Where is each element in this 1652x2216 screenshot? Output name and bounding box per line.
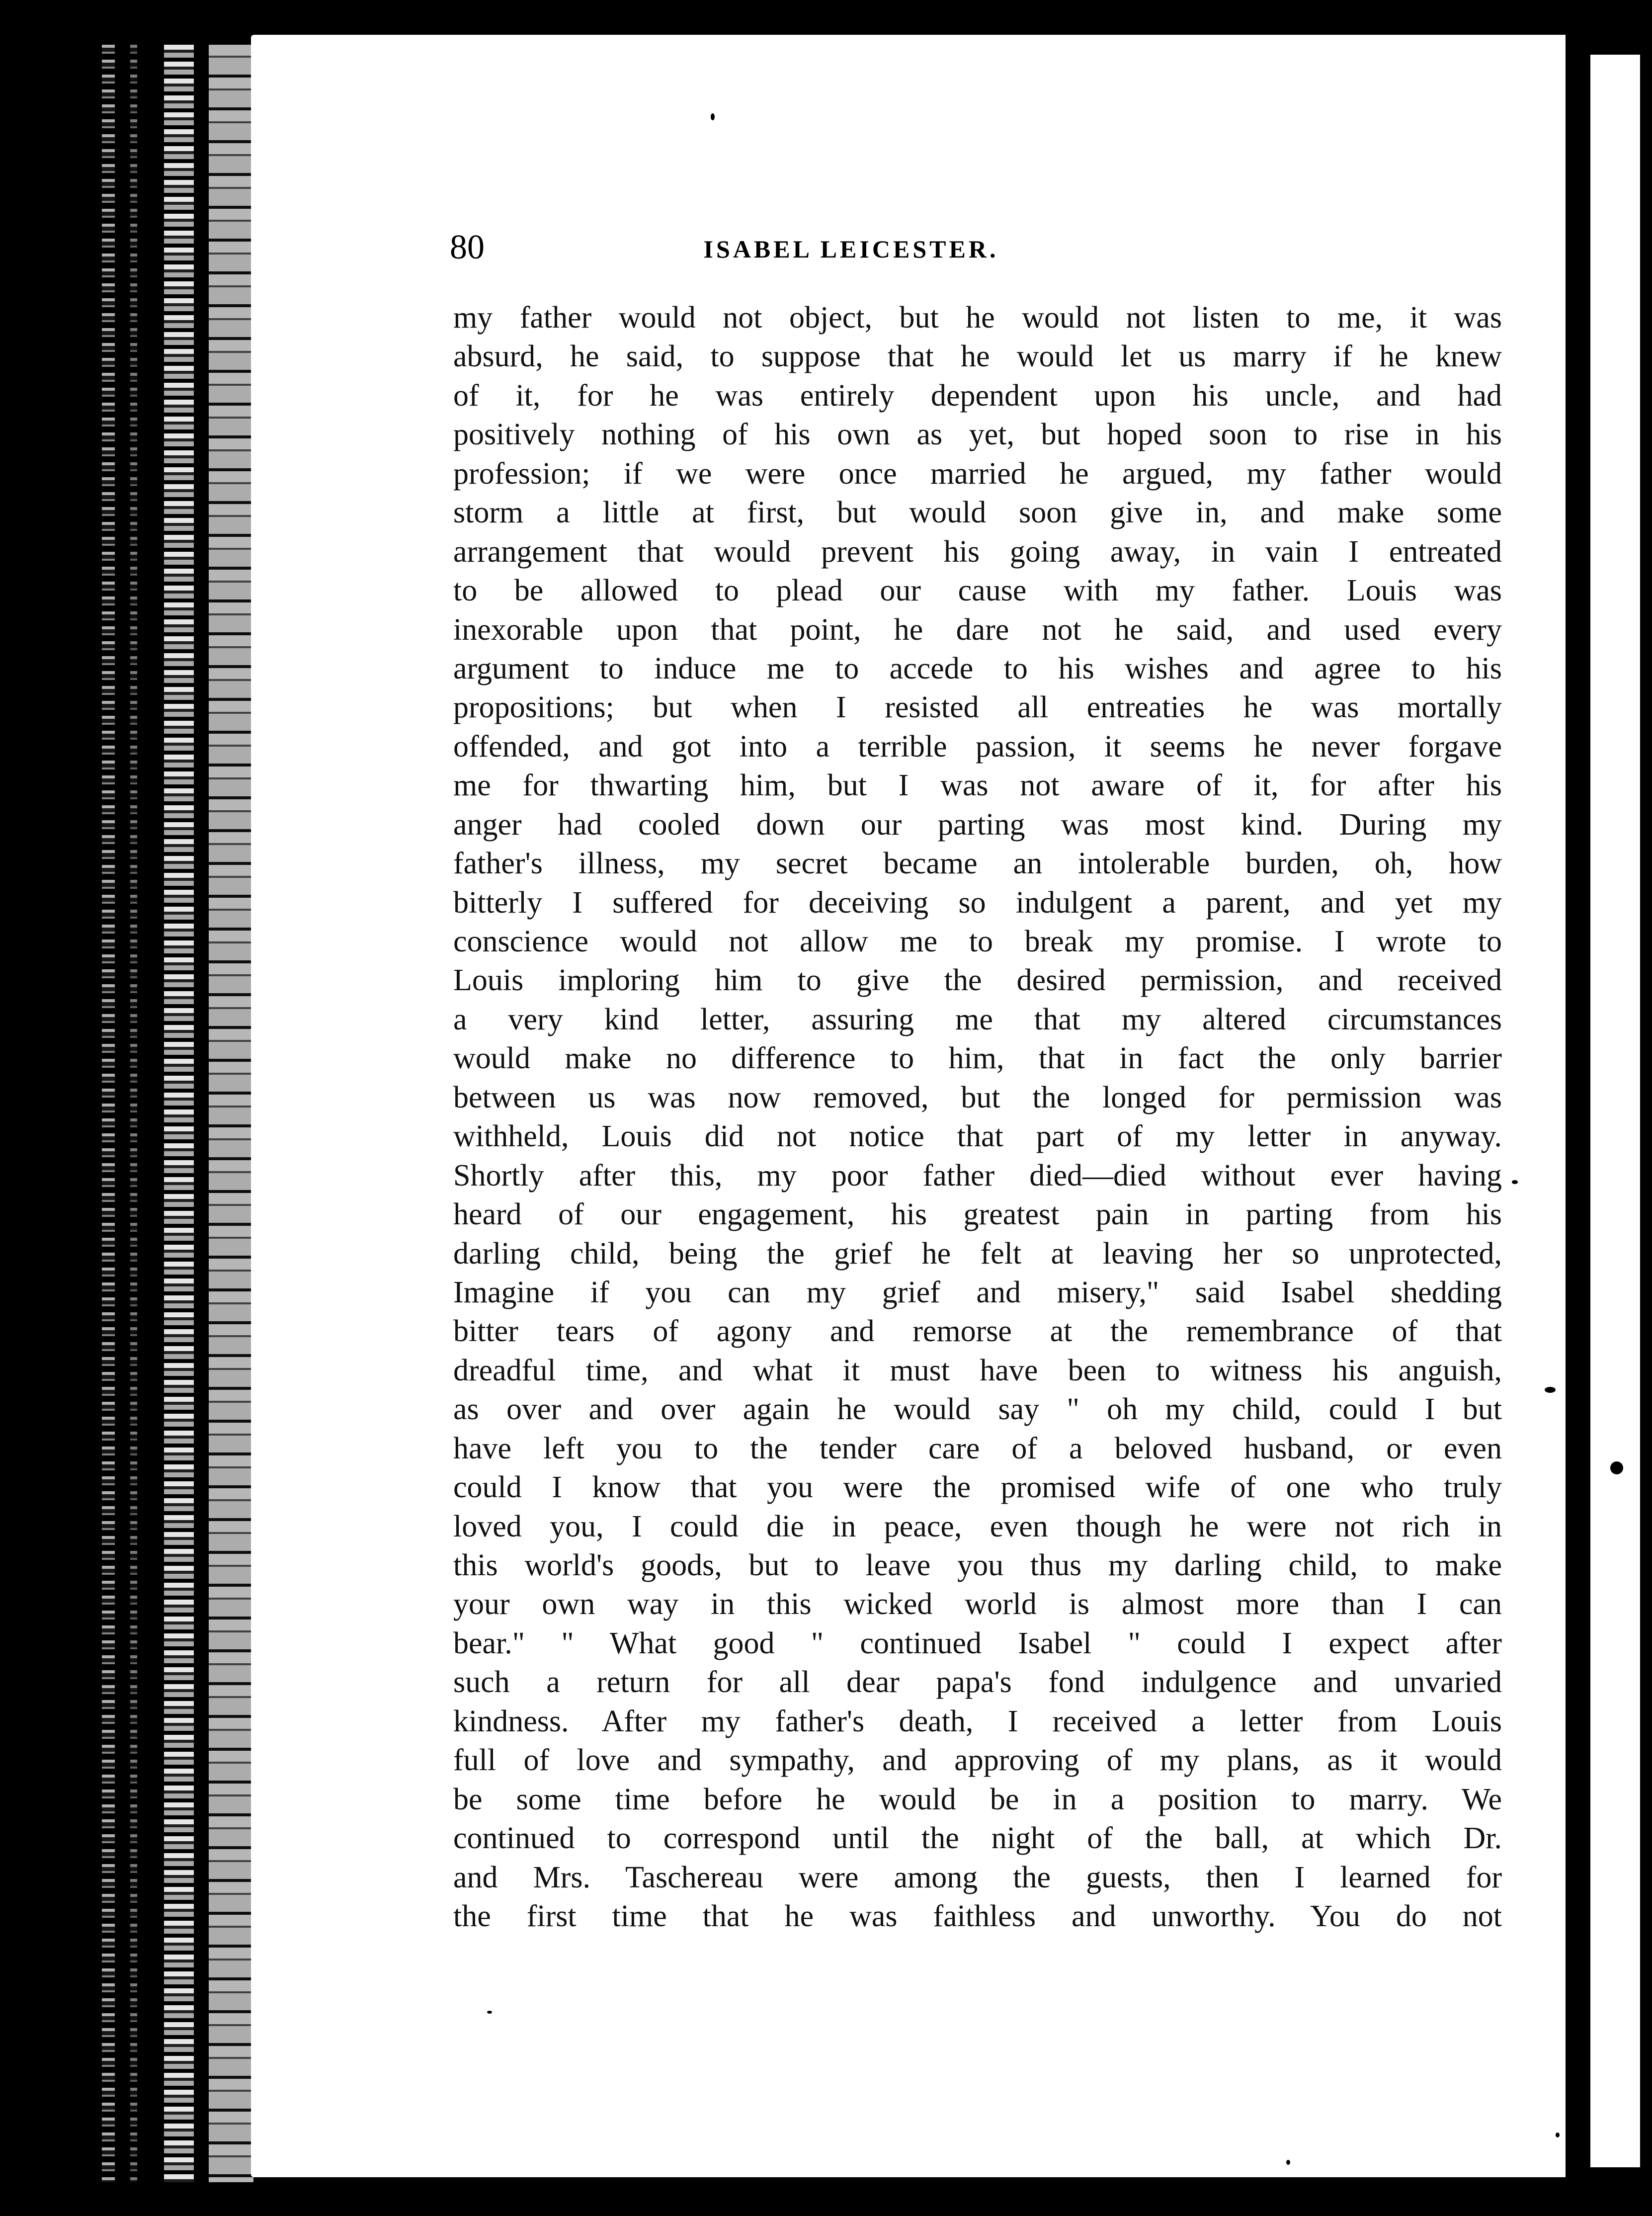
text-line: conscience would not allow me to break my promise. I wrote to: [453, 925, 1502, 958]
text-line: full of love and sympathy, and approving of my plans, as it would: [453, 1743, 1502, 1778]
body-text: [453, 298, 1502, 1936]
ink-speck: [1545, 1387, 1556, 1393]
ink-speck: [1461, 2182, 1465, 2186]
text-line: my father would not object, but he would not listen to me, it was: [453, 301, 1502, 335]
text-line: Imagine if you can my grief and misery," said Isabel shedding: [453, 1275, 1502, 1309]
text-line: your own way in this wicked world is almost more than I can: [453, 1587, 1502, 1621]
text-line: bitterly I suffered for deceiving so indulgent a parent, and yet my: [453, 885, 1502, 920]
text-line: would make no difference to him, that in fact the only barrier: [453, 1041, 1502, 1076]
ink-speck: [1512, 1180, 1518, 1184]
ink-speck: [711, 113, 715, 120]
text-line: father's illness, my secret became an intolerable burden, oh, how: [453, 847, 1502, 881]
text-line: the first time that he was faithless and unworthy. You do not: [453, 1899, 1502, 1933]
ink-speck: [487, 2011, 492, 2014]
text-line: positively nothing of his own as yet, but hoped soon to rise in his: [453, 418, 1502, 452]
text-line: dreadful time, and what it must have been to witness his anguish,: [453, 1353, 1502, 1387]
text-line: offended, and got into a terrible passion, it seems he never forgave: [453, 729, 1502, 764]
ink-speck: [1610, 1461, 1623, 1474]
text-line: Louis imploring him to give the desired permission, and received: [453, 963, 1502, 998]
binding-edge: [130, 45, 137, 2182]
text-line: me for thwarting him, but I was not aware of it, for after his: [453, 768, 1502, 803]
text-line: such a return for all dear papa's fond indulgence and unvaried: [453, 1665, 1502, 1700]
text-line: Shortly after this, my poor father died—died without ever having: [453, 1158, 1502, 1193]
text-line: be some time before he would be in a position to marry. We: [453, 1782, 1502, 1816]
ink-speck: [1556, 2132, 1560, 2137]
text-line: storm a little at first, but would soon give in, and make some: [453, 496, 1502, 530]
binding-edge: [164, 45, 194, 2182]
binding-edge: [209, 45, 253, 2182]
text-line: a very kind letter, assuring me that my altered circumstances: [453, 1002, 1502, 1036]
text-line: kindness. After my father's death, I received a letter from Louis: [453, 1704, 1502, 1738]
text-line: absurd, he said, to suppose that he would let us marry if he knew: [453, 340, 1502, 374]
text-line: argument to induce me to accede to his wishes and agree to his: [453, 651, 1502, 685]
text-line: darling child, being the grief he felt at leaving her so unprotected,: [453, 1236, 1502, 1271]
text-line: of it, for he was entirely dependent upon his uncle, and had: [453, 378, 1502, 413]
text-line: bitter tears of agony and remorse at the remembrance of that: [453, 1314, 1502, 1349]
text-line: to be allowed to plead our cause with my father. Louis was: [453, 574, 1502, 608]
text-line: continued to correspond until the night of the ball, at which Dr.: [453, 1821, 1502, 1856]
text-line: could I know that you were the promised wife of one who truly: [453, 1470, 1502, 1505]
facing-page-edge: [1590, 55, 1640, 2167]
running-title: ISABEL LEICESTER.: [703, 235, 999, 263]
text-line: between us was now removed, but the longed for permission was: [453, 1080, 1502, 1114]
text-line: arrangement that would prevent his going away, in vain I entreated: [453, 534, 1502, 569]
text-line: this world's goods, but to leave you thus my darling child, to make: [453, 1548, 1502, 1582]
text-line: and Mrs. Taschereau were among the guests, then I learned for: [453, 1860, 1502, 1894]
text-line: anger had cooled down our parting was most kind. During my: [453, 807, 1502, 842]
text-line: withheld, Louis did not notice that part of my letter in anyway.: [453, 1119, 1502, 1154]
text-line: have left you to the tender care of a beloved husband, or even: [453, 1431, 1502, 1465]
ink-speck: [1286, 2160, 1290, 2165]
book-gutter: [0, 0, 278, 2216]
text-line: propositions; but when I resisted all entreaties he was mortally: [453, 690, 1502, 725]
text-line: loved you, I could die in peace, even though he were not rich in: [453, 1509, 1502, 1543]
text-line: inexorable upon that point, he dare not he said, and used every: [453, 612, 1502, 647]
text-line: heard of our engagement, his greatest pain in parting from his: [453, 1197, 1502, 1232]
text-line: as over and over again he would say " oh my child, could I but: [453, 1392, 1502, 1427]
running-header: [450, 228, 1156, 267]
page-number: 80: [450, 228, 485, 266]
binding-edge: [102, 45, 115, 2182]
text-line: profession; if we were once married he argued, my father would: [453, 456, 1502, 491]
text-line: bear." " What good " continued Isabel " could I expect after: [453, 1626, 1502, 1660]
